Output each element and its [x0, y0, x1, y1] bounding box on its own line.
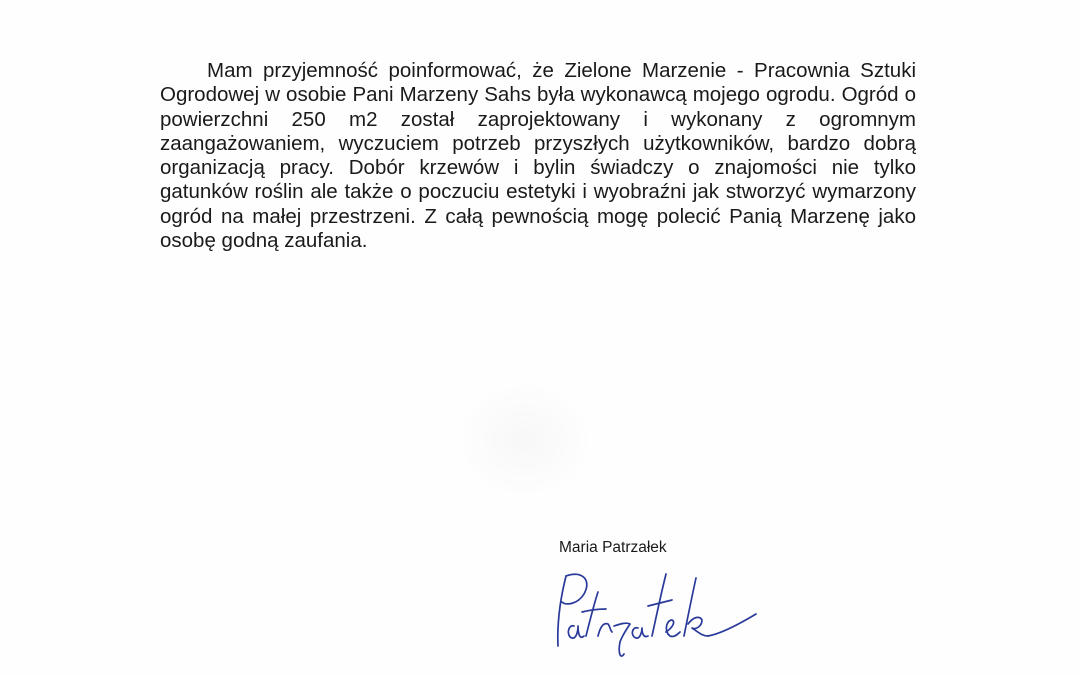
handwritten-signature [540, 562, 770, 662]
letter-body: Mam przyjemność poinformować, że Zielone Marzenie - Pracownia Sztuki Ogrodowej w osobie Pani Marzeny Sahs była wykonawcą mojego ogrodu. Ogród o powierzchni 250 m2 został zaprojektowany i wykonany z ogromnym zaangażowaniem, wyczuciem potrzeb przyszłych użytkowników, bardzo dobrą organizacją pracy. Dobór krzewów i bylin świadczy o znajomości nie tylko gatunków roślin ale także o poczuciu estetyki i wyobraźni jak stworzyć wymarzony ogród na małej przestrzeni. Z całą pewnością mogę polecić Panią Marzenę jako osobę godną zaufania. [160, 59, 916, 253]
scan-shade [455, 380, 595, 500]
signatory-name: Maria Patrzałek [559, 539, 667, 556]
